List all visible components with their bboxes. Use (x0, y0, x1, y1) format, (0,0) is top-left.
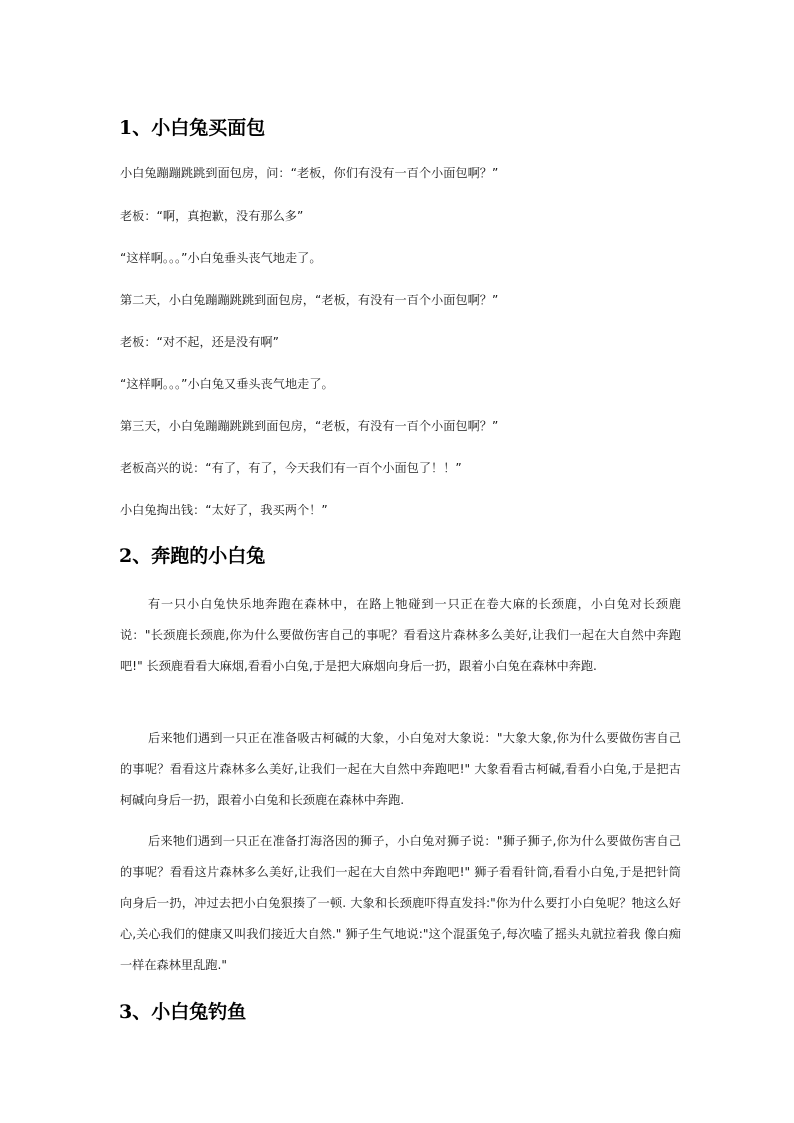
story1-line-7: 第三天，小白兔蹦蹦跳跳到面包房，“老板，有没有一百个小面包啊？” (120, 419, 499, 433)
story1-line-2: 老板：“啊，真抱歉，没有那么多” (120, 209, 304, 223)
story3-title: 3、小白兔钓鱼 (119, 1001, 247, 1023)
story1-line-5: 老板：“对不起，还是没有啊” (120, 335, 279, 349)
story1-title: 1、小白兔买面包 (119, 117, 266, 139)
story1-line-8: 老板高兴的说：“有了，有了，今天我们有一百个小面包了！！” (120, 461, 462, 475)
story2-paragraph-3: 后来牠们遇到一只正在准备打海洛因的狮子，小白兔对狮子说："狮子狮子,你为什么要做伤害自己的事呢？看看这片森林多么美好,让我们一起在大自然中奔跑吧!" 狮子看看针筒,看看小白兔,于是把针筒向身后一扔，冲过去把小白兔狠揍了一顿. 大象和长颈鹿吓得直发抖:"你为什么要打小白兔呢？牠这么好心,关心我们的健康又叫我们接近大自然." 狮子生气地说:"这个混蛋兔子,每次嗑了摇头丸就拉着我 像白痴一样在森林里乱跑." (120, 834, 681, 972)
story2-title: 2、奔跑的小白兔 (119, 545, 266, 567)
story2-paragraph-1: 有一只小白兔快乐地奔跑在森林中，在路上牠碰到一只正在卷大麻的长颈鹿，小白兔对长颈鹿说："长颈鹿长颈鹿,你为什么要做伤害自己的事呢？看看这片森林多么美好,让我们一起在大自然中奔跑吧!" 长颈鹿看看大麻烟,看看小白兔,于是把大麻烟向身后一扔，跟着小白兔在森林中奔跑. (120, 597, 681, 673)
story1-line-9: 小白兔掏出钱：“太好了，我买两个！” (120, 503, 328, 517)
story1-line-4: 第二天，小白兔蹦蹦跳跳到面包房，“老板，有没有一百个小面包啊？” (120, 293, 499, 307)
story1-line-6: “这样啊。。。”小白兔又垂头丧气地走了。 (120, 377, 334, 391)
story2-paragraph-2: 后来牠们遇到一只正在准备吸古柯碱的大象，小白兔对大象说："大象大象,你为什么要做伤害自己的事呢？看看这片森林多么美好,让我们一起在大自然中奔跑吧!" 大象看看古柯碱,看看小白兔,于是把古柯碱向身后一扔，跟着小白兔和长颈鹿在森林中奔跑. (120, 731, 681, 807)
story1-line-1: 小白兔蹦蹦跳跳到面包房，问：“老板，你们有没有一百个小面包啊？” (120, 166, 499, 180)
story1-line-3: “这样啊。。。”小白兔垂头丧气地走了。 (120, 251, 322, 265)
